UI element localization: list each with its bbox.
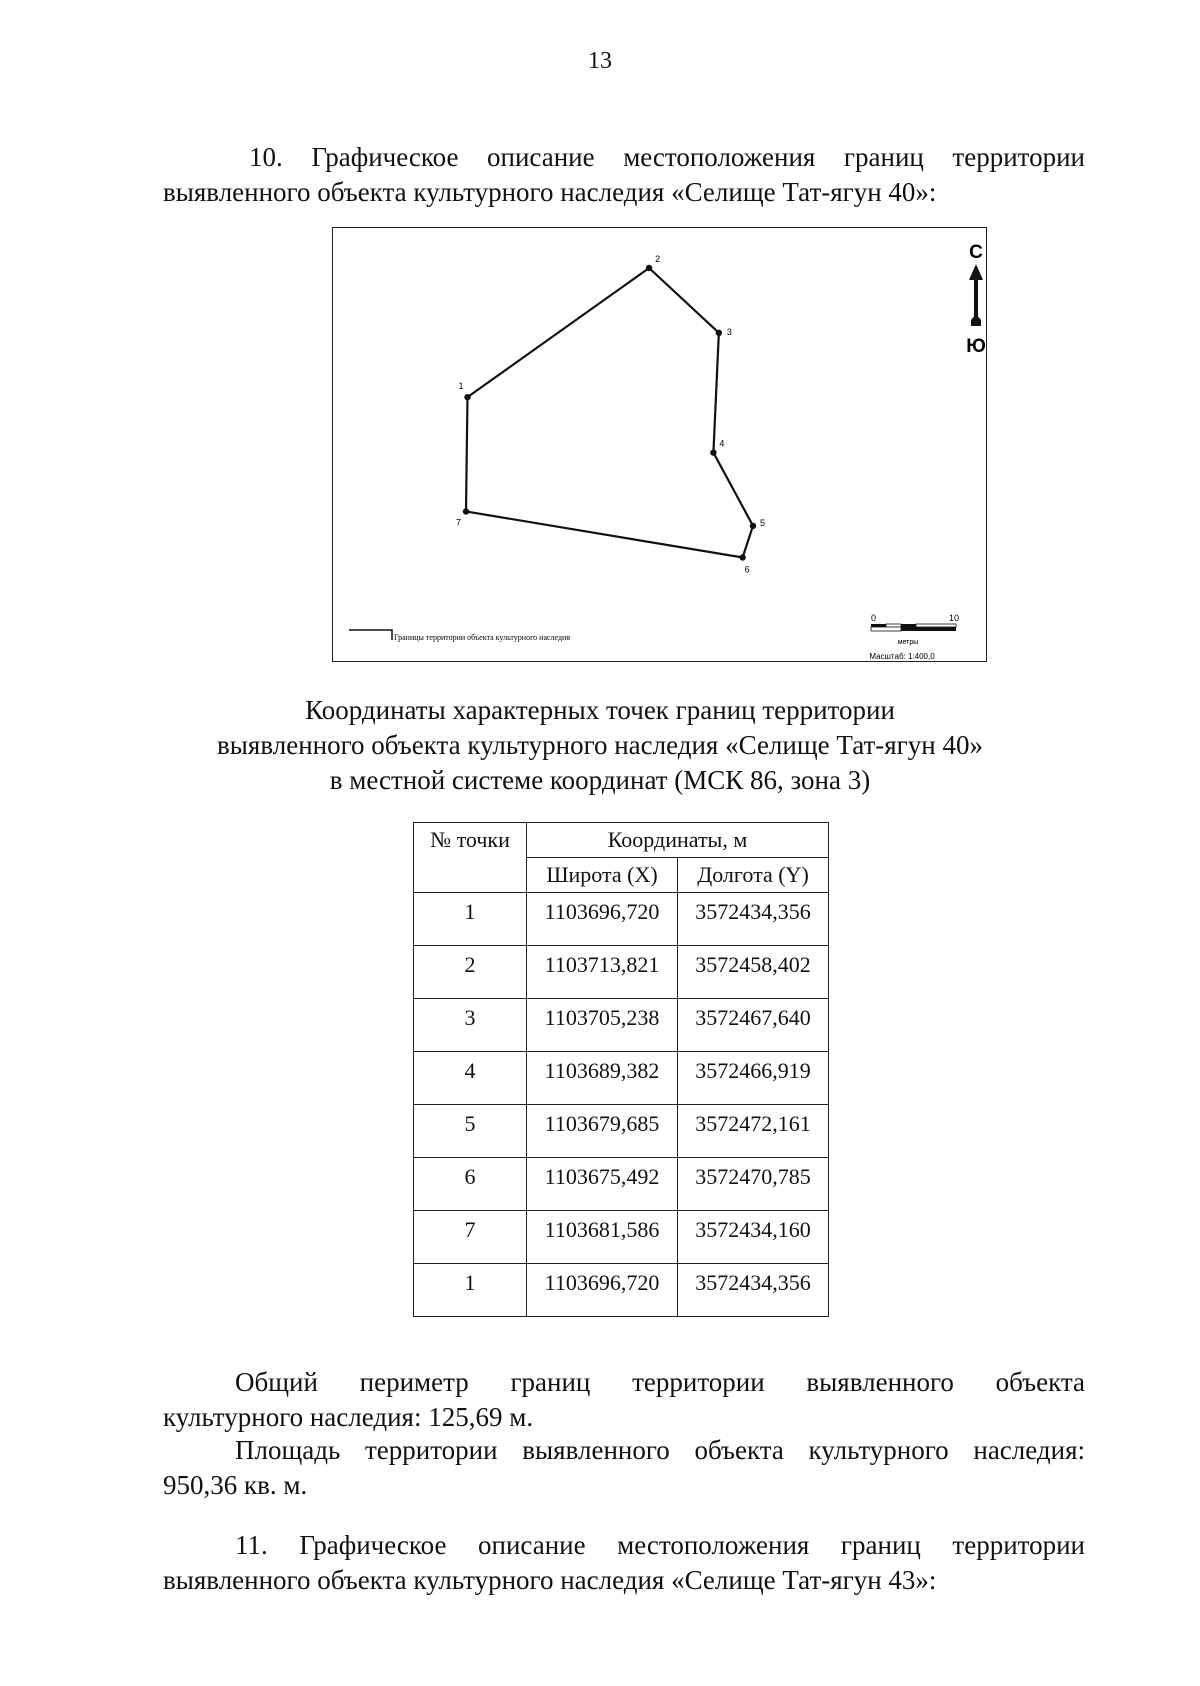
boundary-point-label: 7 — [456, 517, 462, 528]
point-number-cell: 4 — [414, 1052, 527, 1105]
boundary-point — [463, 508, 469, 514]
header-x: Широта (X) — [527, 858, 678, 893]
north-arrow-icon — [966, 242, 986, 357]
map-svg — [333, 228, 988, 663]
boundary-point — [710, 449, 716, 455]
boundary-point-label: 3 — [726, 326, 732, 337]
boundary-point-label: 4 — [719, 438, 725, 449]
header-y: Долгота (Y) — [678, 858, 829, 893]
latitude-cell: 1103675,492 — [527, 1158, 678, 1211]
section-11-heading — [163, 1528, 1085, 1598]
latitude-cell: 1103696,720 — [527, 893, 678, 946]
section-11-line2: выявленного объекта культурного наследия «Селище Тат-ягун 43»: — [163, 1565, 937, 1595]
longitude-cell: 3572458,402 — [678, 946, 829, 999]
scale-label: Масштаб: 1:400,0 — [869, 652, 935, 661]
perimeter-line2: культурного наследия: 125,69 м. — [163, 1402, 534, 1432]
scale-bar — [869, 613, 959, 661]
area-line1: Площадь территории выявленного объекта культурного наследия: — [235, 1435, 1085, 1465]
legend-text: Границы территории объекта культурного наследия — [394, 633, 571, 642]
table-row — [414, 1158, 829, 1211]
page-number: 13 — [588, 48, 612, 74]
boundary-point-label: 2 — [655, 254, 661, 264]
coordinates-heading-line2: выявленного объекта культурного наследия «Селище Тат-ягун 40» — [217, 730, 983, 760]
point-number-cell: 1 — [414, 893, 527, 946]
longitude-cell: 3572470,785 — [678, 1158, 829, 1211]
boundary-polygon — [466, 268, 753, 557]
section-10-heading — [163, 140, 1085, 210]
coordinates-heading-line3: в местной системе координат (МСК 86, зона 3) — [329, 765, 871, 795]
boundary-point — [464, 394, 470, 400]
table-row — [414, 999, 829, 1052]
area-paragraph — [163, 1433, 1085, 1503]
latitude-cell: 1103679,685 — [527, 1105, 678, 1158]
latitude-cell: 1103696,720 — [527, 1264, 678, 1317]
header-point: № точки — [414, 823, 527, 893]
boundary-point — [739, 554, 745, 560]
table-row — [414, 946, 829, 999]
boundary-map — [332, 227, 987, 662]
boundary-point — [750, 523, 756, 529]
north-label: С — [969, 242, 983, 263]
point-number-cell: 6 — [414, 1158, 527, 1211]
section-10-line2: выявленного объекта культурного наследия «Селище Тат-ягун 40»: — [163, 177, 937, 207]
perimeter-line1: Общий периметр границ территории выявленного объекта — [235, 1367, 1085, 1397]
section-11-line1: 11. Графическое описание местоположения границ территории — [235, 1530, 1085, 1560]
longitude-cell: 3572434,356 — [678, 1264, 829, 1317]
table-row — [414, 1052, 829, 1105]
longitude-cell: 3572467,640 — [678, 999, 829, 1052]
longitude-cell: 3572434,160 — [678, 1211, 829, 1264]
longitude-cell: 3572466,919 — [678, 1052, 829, 1105]
area-line2: 950,36 кв. м. — [163, 1470, 308, 1500]
boundary-point-label: 1 — [458, 381, 464, 392]
latitude-cell: 1103713,821 — [527, 946, 678, 999]
section-10-line1: 10. Графическое описание местоположения границ территории — [249, 142, 1085, 172]
coordinates-heading — [0, 693, 1200, 798]
table-row — [414, 1211, 829, 1264]
longitude-cell: 3572472,161 — [678, 1105, 829, 1158]
latitude-cell: 1103681,586 — [527, 1211, 678, 1264]
perimeter-paragraph — [163, 1365, 1085, 1435]
table-row — [414, 893, 829, 946]
table-row — [414, 1105, 829, 1158]
south-label: Ю — [966, 336, 986, 357]
scale-start: 0 — [871, 613, 877, 623]
longitude-cell: 3572434,356 — [678, 893, 829, 946]
point-number-cell: 2 — [414, 946, 527, 999]
latitude-cell: 1103689,382 — [527, 1052, 678, 1105]
table-row — [414, 1264, 829, 1317]
point-number-cell: 3 — [414, 999, 527, 1052]
table-header-row — [414, 823, 829, 858]
scale-end: 10 — [949, 613, 960, 623]
coordinates-heading-line1: Координаты характерных точек границ территории — [305, 695, 895, 725]
point-number-cell: 5 — [414, 1105, 527, 1158]
boundary-point-label: 6 — [744, 564, 750, 575]
boundary-point-label: 5 — [760, 517, 766, 528]
point-number-cell: 1 — [414, 1264, 527, 1317]
boundary-point — [716, 330, 722, 336]
coordinates-table — [413, 822, 829, 1317]
latitude-cell: 1103705,238 — [527, 999, 678, 1052]
point-number-cell: 7 — [414, 1211, 527, 1264]
header-coordinates: Координаты, м — [527, 823, 829, 858]
boundary-point — [646, 265, 652, 271]
scale-unit: метры — [897, 639, 919, 646]
map-legend — [349, 630, 570, 642]
